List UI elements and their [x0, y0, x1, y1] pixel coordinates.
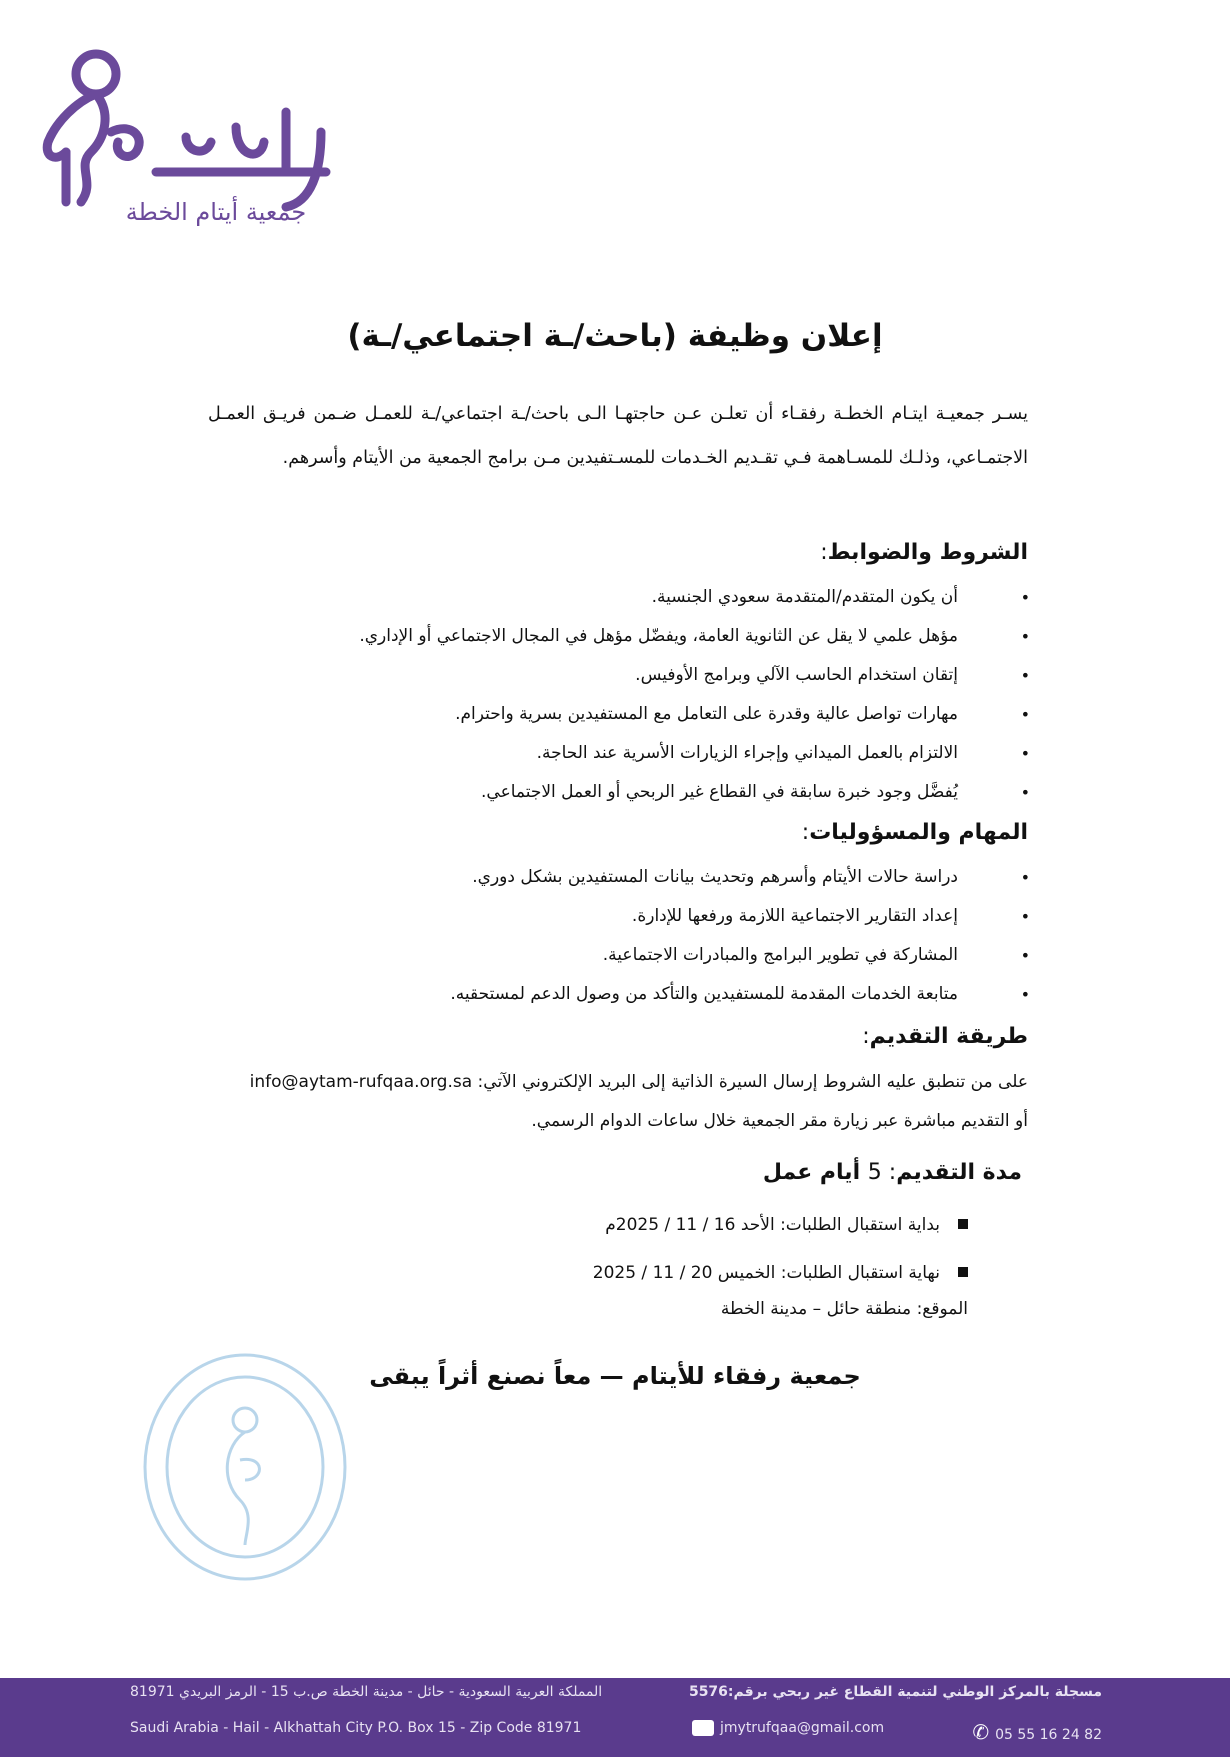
slogan: جمعية رفقاء للأيتام — معاً نصنع أثراً يبقى: [369, 1362, 861, 1390]
list-item: • متابعة الخدمات المقدمة للمستفيدين والتأكد من وصول الدعم لمستحقيه.: [450, 975, 1030, 1014]
list-item: • مؤهل علمي لا يقل عن الثانوية العامة، ويفضّل مؤهل في المجال الاجتماعي أو الإداري.: [359, 617, 1030, 656]
footer-address-en: Saudi Arabia - Hail - Alkhattah City P.O. Box 15 - Zip Code 81971: [130, 1720, 582, 1736]
apply-email[interactable]: info@aytam-rufqaa.org.sa: [249, 1072, 473, 1092]
location: الموقع: منطقة حائل – مدينة الخطة: [720, 1299, 968, 1319]
footer-email[interactable]: jmytrufqaa@gmail.com: [692, 1720, 884, 1736]
duration-heading: مدة التقديم: 5 أيام عمل: [762, 1160, 1022, 1185]
end-date: نهاية استقبال الطلبات: الخميس 20 / 11 / 2025: [593, 1253, 968, 1301]
footer: [0, 1678, 1230, 1757]
phone-icon: ✆: [972, 1720, 990, 1744]
conditions-list: [359, 578, 1030, 812]
duration-value: 5: [867, 1160, 882, 1185]
footer-address-ar: المملكة العربية السعودية - حائل - مدينة الخطة ص.ب 15 - الرمز البريدي 81971: [130, 1684, 603, 1700]
start-date: بداية استقبال الطلبات: الأحد 16 / 11 / 2025م: [593, 1205, 968, 1253]
list-item: • المشاركة في تطوير البرامج والمبادرات الاجتماعية.: [450, 936, 1030, 975]
mail-icon: [692, 1720, 714, 1736]
logo-subtitle: جمعية أيتام الخطة: [125, 198, 307, 226]
list-item: • أن يكون المتقدم/المتقدمة سعودي الجنسية.: [359, 578, 1030, 617]
footer-registration: مسجلة بالمركز الوطني لتنمية القطاع غير ربحي برقم:5576: [688, 1684, 1102, 1700]
duties-list: [450, 858, 1030, 1014]
duties-heading: المهام والمسؤوليات:: [801, 820, 1028, 845]
list-item: • إعداد التقارير الاجتماعية اللازمة ورفعها للإدارة.: [450, 897, 1030, 936]
apply-line-1: على من تنطبق عليه الشروط إرسال السيرة الذاتية إلى البريد الإلكتروني الآتي: info@aytam-rufqaa.org.sa: [249, 1072, 1028, 1092]
page-title: إعلان وظيفة (باحث/ـة اجتماعي/ـة): [347, 318, 883, 354]
organization-stamp: [140, 1350, 350, 1585]
footer-phone[interactable]: ✆ 05 55 16 24 82: [972, 1720, 1102, 1744]
list-item: • يُفضَّل وجود خبرة سابقة في القطاع غير الربحي أو العمل الاجتماعي.: [359, 773, 1030, 812]
apply-line-2: أو التقديم مباشرة عبر زيارة مقر الجمعية خلال ساعات الدوام الرسمي.: [531, 1111, 1028, 1131]
conditions-heading: الشروط والضوابط:: [820, 540, 1028, 565]
list-item: • دراسة حالات الأيتام وأسرهم وتحديث بيانات المستفيدين بشكل دوري.: [450, 858, 1030, 897]
list-item: • إتقان استخدام الحاسب الآلي وبرامج الأوفيس.: [359, 656, 1030, 695]
apply-heading: طريقة التقديم:: [862, 1024, 1028, 1049]
list-item: • مهارات تواصل عالية وقدرة على التعامل مع المستفيدين بسرية واحترام.: [359, 695, 1030, 734]
rufqaa-logo: [36, 42, 346, 232]
dates-list: [593, 1205, 968, 1301]
intro-paragraph: يسـر جمعيـة ايتـام الخطـة رفقـاء أن تعلـن عـن حاجتهـا الـى باحث/ـة اجتماعي/ـة للعمـل ضـمن فريـق العمـل الاجتمـاعي، وذلـك للمسـاهمة فـي تقـديم الخـدمات للمسـتفيدين مـن برامج الجمعية من الأيتام وأسرهم.: [208, 404, 1028, 468]
list-item: • الالتزام بالعمل الميداني وإجراء الزيارات الأسرية عند الحاجة.: [359, 734, 1030, 773]
